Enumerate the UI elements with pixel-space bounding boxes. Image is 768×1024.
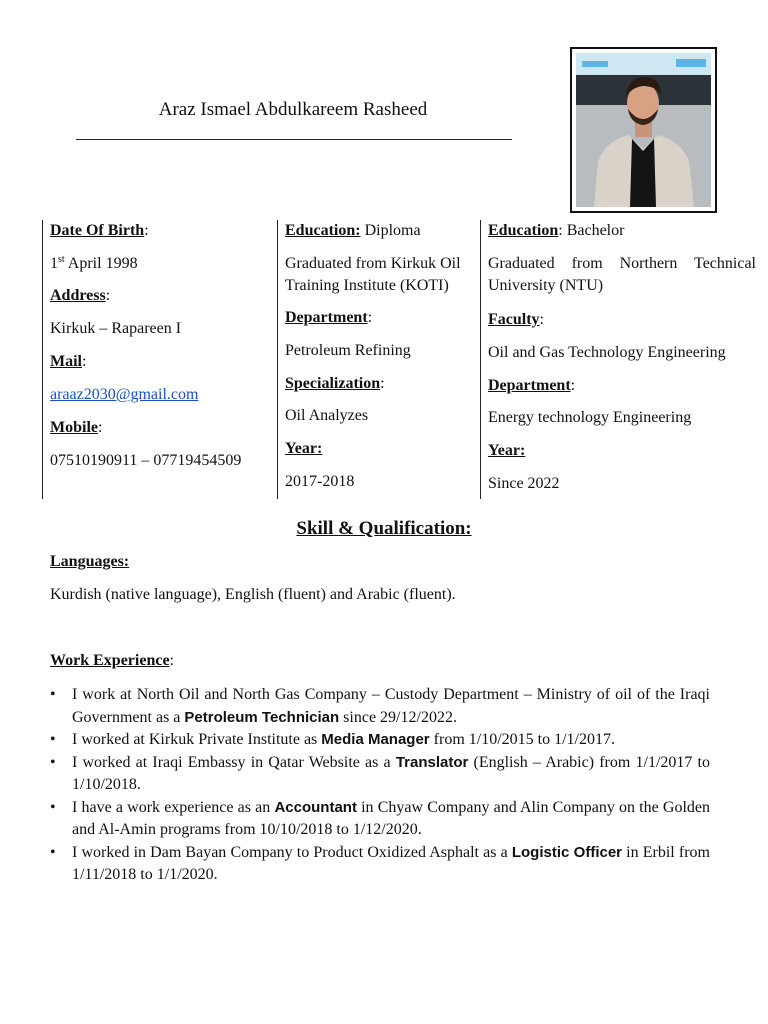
bachelor-graduated-text: Graduated from Northern Technical University (NTU) <box>488 255 756 294</box>
diploma-specialization-label: Specialization <box>285 375 381 392</box>
address-value: Kirkuk – Rapareen I <box>50 320 182 337</box>
diploma-specialization-value: Oil Analyzes <box>285 407 369 424</box>
name-underline <box>76 139 512 140</box>
work-experience-list <box>50 684 710 887</box>
bachelor-faculty-value: Oil and Gas Technology Engineering <box>488 344 726 361</box>
mail-row: Mail: <box>50 353 87 370</box>
bachelor-column <box>480 220 756 499</box>
diploma-education-row <box>285 220 479 242</box>
diploma-year-label: Year: <box>285 440 323 457</box>
dob-value: 1st April 1998 <box>50 254 138 272</box>
diploma-graduated-text: Graduated from Kirkuk Oil Training Institute (KOTI) <box>285 255 461 294</box>
bachelor-department-row: Department: <box>488 377 576 394</box>
languages-value: Kurdish (native language), English (fluent) and Arabic (fluent). <box>50 586 456 603</box>
bachelor-education-value: : Bachelor <box>558 222 625 239</box>
work-item: • I have a work experience as an Accountant in Chyaw Company and Alin Company on the Golden and Al-Amin programs from 10/10/2018 to 1/12/2020. <box>50 798 710 838</box>
bullet-icon: • <box>50 843 56 861</box>
bachelor-education-label: Education <box>488 222 559 239</box>
work-experience-heading: Work Experience: <box>50 652 174 669</box>
address-label: Address <box>50 287 106 304</box>
bachelor-department-label: Department <box>488 377 571 394</box>
dob-row: Date Of Birth: <box>50 222 149 239</box>
diploma-column <box>277 220 479 499</box>
work-item: • I work at North Oil and North Gas Company – Custody Department – Ministry of oil of the Iraqi Government as a Petroleum Technician since 29/12/2022. <box>50 686 710 726</box>
bullet-icon: • <box>50 731 56 748</box>
work-item: • I worked at Iraqi Embassy in Qatar Website as a Translator (English – Arabic) from 1/1/2017 to 1/10/2018. <box>50 753 711 793</box>
bachelor-education-row <box>488 220 756 242</box>
diploma-year-row <box>285 438 479 460</box>
skills-section-title: Skill & Qualification: <box>296 518 472 539</box>
bullet-icon: • <box>50 686 56 703</box>
diploma-department-row: Department: <box>285 309 373 326</box>
email-link[interactable]: araaz2030@gmail.com <box>50 386 199 403</box>
personal-info-column <box>42 220 272 499</box>
diploma-education-value: Diploma <box>360 222 421 239</box>
languages-label: Languages: <box>50 553 130 570</box>
bachelor-year-row <box>488 440 756 462</box>
mail-label: Mail <box>50 353 82 370</box>
bachelor-year-value: Since 2022 <box>488 475 560 492</box>
work-item: • I worked in Dam Bayan Company to Product Oxidized Asphalt as a Logistic Officer in Erbil from 1/11/2018 to 1/1/2020. <box>50 843 710 883</box>
mobile-row: Mobile: <box>50 419 103 436</box>
dob-label: Date Of Birth <box>50 222 145 239</box>
work-experience-label: Work Experience <box>50 652 170 669</box>
bachelor-faculty-label: Faculty <box>488 311 540 328</box>
diploma-department-label: Department <box>285 309 368 326</box>
bullet-icon: • <box>50 798 56 816</box>
mobile-value: 07510190911 – 07719454509 <box>50 452 242 469</box>
diploma-department-value: Petroleum Refining <box>285 342 411 359</box>
bullet-icon: • <box>50 753 56 771</box>
mobile-label: Mobile <box>50 419 98 436</box>
diploma-education-label: Education: <box>285 222 361 239</box>
bachelor-department-value: Energy technology Engineering <box>488 409 692 426</box>
person-name: Araz Ismael Abdulkareem Rasheed <box>158 99 428 120</box>
address-row: Address: <box>50 287 111 304</box>
diploma-specialization-row: Specialization: <box>285 375 385 392</box>
diploma-year-value: 2017-2018 <box>285 473 355 490</box>
bachelor-year-label: Year: <box>488 442 526 459</box>
bachelor-faculty-row: Faculty: <box>488 311 544 328</box>
work-item: • I worked at Kirkuk Private Institute as Media Manager from 1/10/2015 to 1/1/2017. <box>50 729 710 752</box>
profile-photo <box>570 47 717 213</box>
